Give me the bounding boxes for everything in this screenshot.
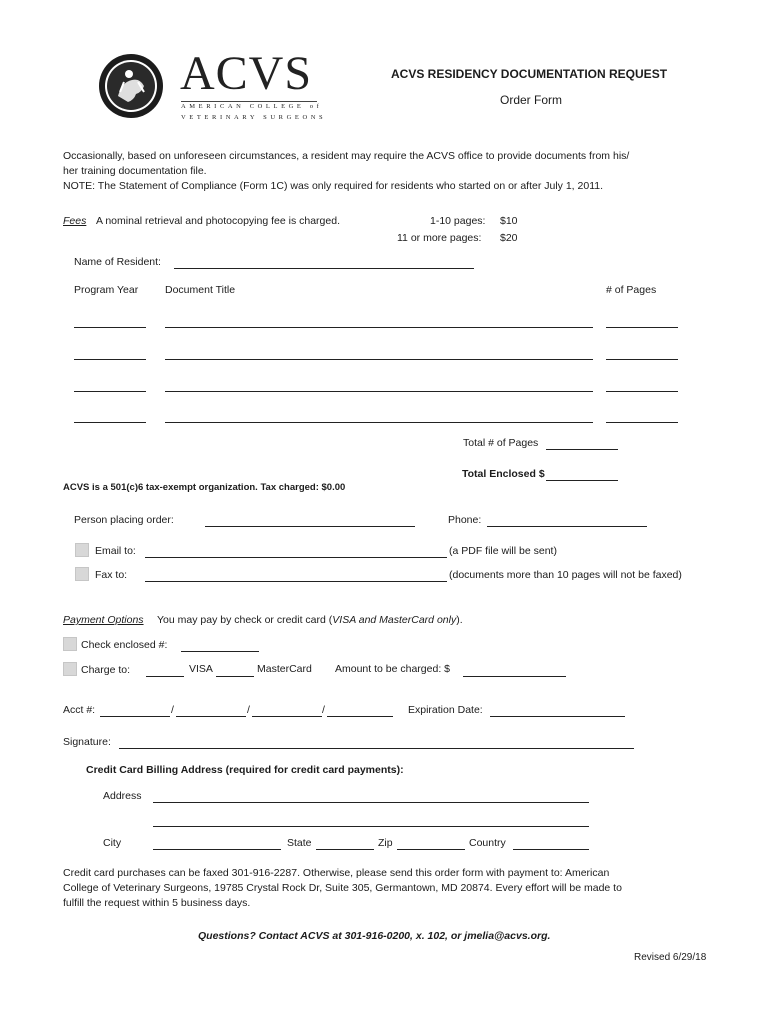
revised-date: Revised 6/29/18	[634, 952, 707, 963]
acct-label: Acct #:	[63, 704, 96, 716]
email-label: Email to:	[95, 545, 136, 557]
document-title-field[interactable]	[165, 422, 593, 423]
email-note: (a PDF file will be sent)	[449, 545, 557, 557]
acct-field-3[interactable]	[252, 716, 322, 717]
zip-field[interactable]	[397, 849, 465, 850]
acct-field-4[interactable]	[327, 716, 393, 717]
fax-checkbox[interactable]	[75, 567, 89, 581]
expiration-field[interactable]	[490, 716, 625, 717]
state-field[interactable]	[316, 849, 374, 850]
person-placing-order-field[interactable]	[205, 526, 415, 527]
email-checkbox[interactable]	[75, 543, 89, 557]
person-placing-order-label: Person placing order:	[74, 514, 174, 526]
signature-field[interactable]	[119, 748, 634, 749]
program-year-field[interactable]	[74, 422, 146, 423]
phone-label: Phone:	[448, 514, 482, 526]
total-enclosed-field[interactable]	[546, 480, 618, 481]
check-enclosed-label: Check enclosed #:	[81, 639, 168, 651]
pages-field[interactable]	[606, 327, 678, 328]
col-header-program-year: Program Year	[74, 284, 139, 296]
tax-note: ACVS is a 501(c)6 tax-exempt organization. Tax charged: $0.00	[63, 482, 346, 493]
city-field[interactable]	[153, 849, 281, 850]
expiration-label: Expiration Date:	[408, 704, 483, 716]
program-year-field[interactable]	[74, 327, 146, 328]
total-pages-field[interactable]	[546, 449, 618, 450]
total-enclosed-label: Total Enclosed $	[462, 468, 545, 480]
visa-field[interactable]	[146, 676, 184, 677]
acvs-wordmark: ACVS	[180, 47, 313, 100]
pages-field[interactable]	[606, 422, 678, 423]
fee-tier-1-label: 1-10 pages:	[430, 215, 486, 227]
footer-line-3: fulfill the request within 5 business days.	[63, 897, 251, 909]
charge-checkbox[interactable]	[63, 662, 77, 676]
fax-label: Fax to:	[95, 569, 128, 581]
state-label: State	[287, 837, 312, 849]
country-label: Country	[469, 837, 506, 849]
email-field[interactable]	[145, 557, 447, 558]
visa-label: VISA	[189, 663, 213, 675]
pages-field[interactable]	[606, 359, 678, 360]
amount-field[interactable]	[463, 676, 566, 677]
fees-label: Fees	[63, 215, 87, 227]
total-pages-label: Total # of Pages	[463, 437, 539, 449]
pages-field[interactable]	[606, 391, 678, 392]
acct-sep-2: /	[247, 704, 250, 716]
charge-to-label: Charge to:	[81, 664, 131, 676]
col-header-pages: # of Pages	[606, 284, 657, 296]
form-subtitle: Order Form	[500, 93, 563, 107]
acct-sep-3: /	[322, 704, 325, 716]
program-year-field[interactable]	[74, 359, 146, 360]
fax-field[interactable]	[145, 581, 447, 582]
city-label: City	[103, 837, 122, 849]
acvs-seal-logo	[98, 52, 164, 120]
logo-divider	[181, 101, 317, 102]
document-title-field[interactable]	[165, 359, 593, 360]
document-title-field[interactable]	[165, 327, 593, 328]
questions-contact: Questions? Contact ACVS at 301-916-0200, x. 102, or jmelia@acvs.org.	[198, 930, 551, 942]
acct-field-2[interactable]	[176, 716, 246, 717]
payment-card-types: VISA and MasterCard only	[332, 614, 457, 626]
fax-note: (documents more than 10 pages will not be faxed)	[449, 569, 682, 581]
country-field[interactable]	[513, 849, 589, 850]
fee-tier-1-price: $10	[500, 215, 518, 227]
fees-text: A nominal retrieval and photocopying fee is charged.	[96, 215, 340, 227]
logo-line-2: VETERINARY SURGEONS	[181, 114, 327, 121]
fee-tier-2-price: $20	[500, 232, 518, 244]
zip-label: Zip	[378, 837, 393, 849]
resident-name-label: Name of Resident:	[74, 256, 161, 268]
signature-label: Signature:	[63, 736, 111, 748]
program-year-field[interactable]	[74, 391, 146, 392]
acct-field-1[interactable]	[100, 716, 170, 717]
address-field-2[interactable]	[153, 826, 589, 827]
logo-line-1: AMERICAN COLLEGE of	[181, 103, 323, 110]
mastercard-label: MasterCard	[257, 663, 312, 675]
acct-sep-1: /	[171, 704, 174, 716]
intro-line-2: her training documentation file.	[63, 165, 207, 177]
resident-name-field[interactable]	[174, 268, 474, 269]
payment-options-text	[157, 614, 463, 626]
mastercard-field[interactable]	[216, 676, 254, 677]
intro-note: NOTE: The Statement of Compliance (Form 1C) was only required for residents who started on or after July 1, 2011.	[63, 180, 604, 192]
check-checkbox[interactable]	[63, 637, 77, 651]
footer-line-1: Credit card purchases can be faxed 301-916-2287. Otherwise, please send this order form with payment to: American	[63, 867, 610, 879]
payment-text-a: You may pay by check or credit card (	[157, 614, 333, 626]
check-number-field[interactable]	[181, 651, 259, 652]
amount-label: Amount to be charged: $	[335, 663, 450, 675]
form-title: ACVS RESIDENCY DOCUMENTATION REQUEST	[391, 67, 668, 81]
payment-text-b: ).	[456, 614, 463, 626]
address-field-1[interactable]	[153, 802, 589, 803]
phone-field[interactable]	[487, 526, 647, 527]
address-label: Address	[103, 790, 142, 802]
fee-tier-2-label: 11 or more pages:	[397, 232, 482, 244]
payment-options-label: Payment Options	[63, 614, 144, 626]
billing-heading: Credit Card Billing Address (required for credit card payments):	[86, 764, 404, 776]
intro-line-1: Occasionally, based on unforeseen circumstances, a resident may require the ACVS office to provide documents from his/	[63, 150, 630, 162]
document-title-field[interactable]	[165, 391, 593, 392]
footer-line-2: College of Veterinary Surgeons, 19785 Crystal Rock Dr, Suite 305, Germantown, MD 20874. Every effort will be made to	[63, 882, 622, 894]
col-header-document-title: Document Title	[165, 284, 236, 296]
